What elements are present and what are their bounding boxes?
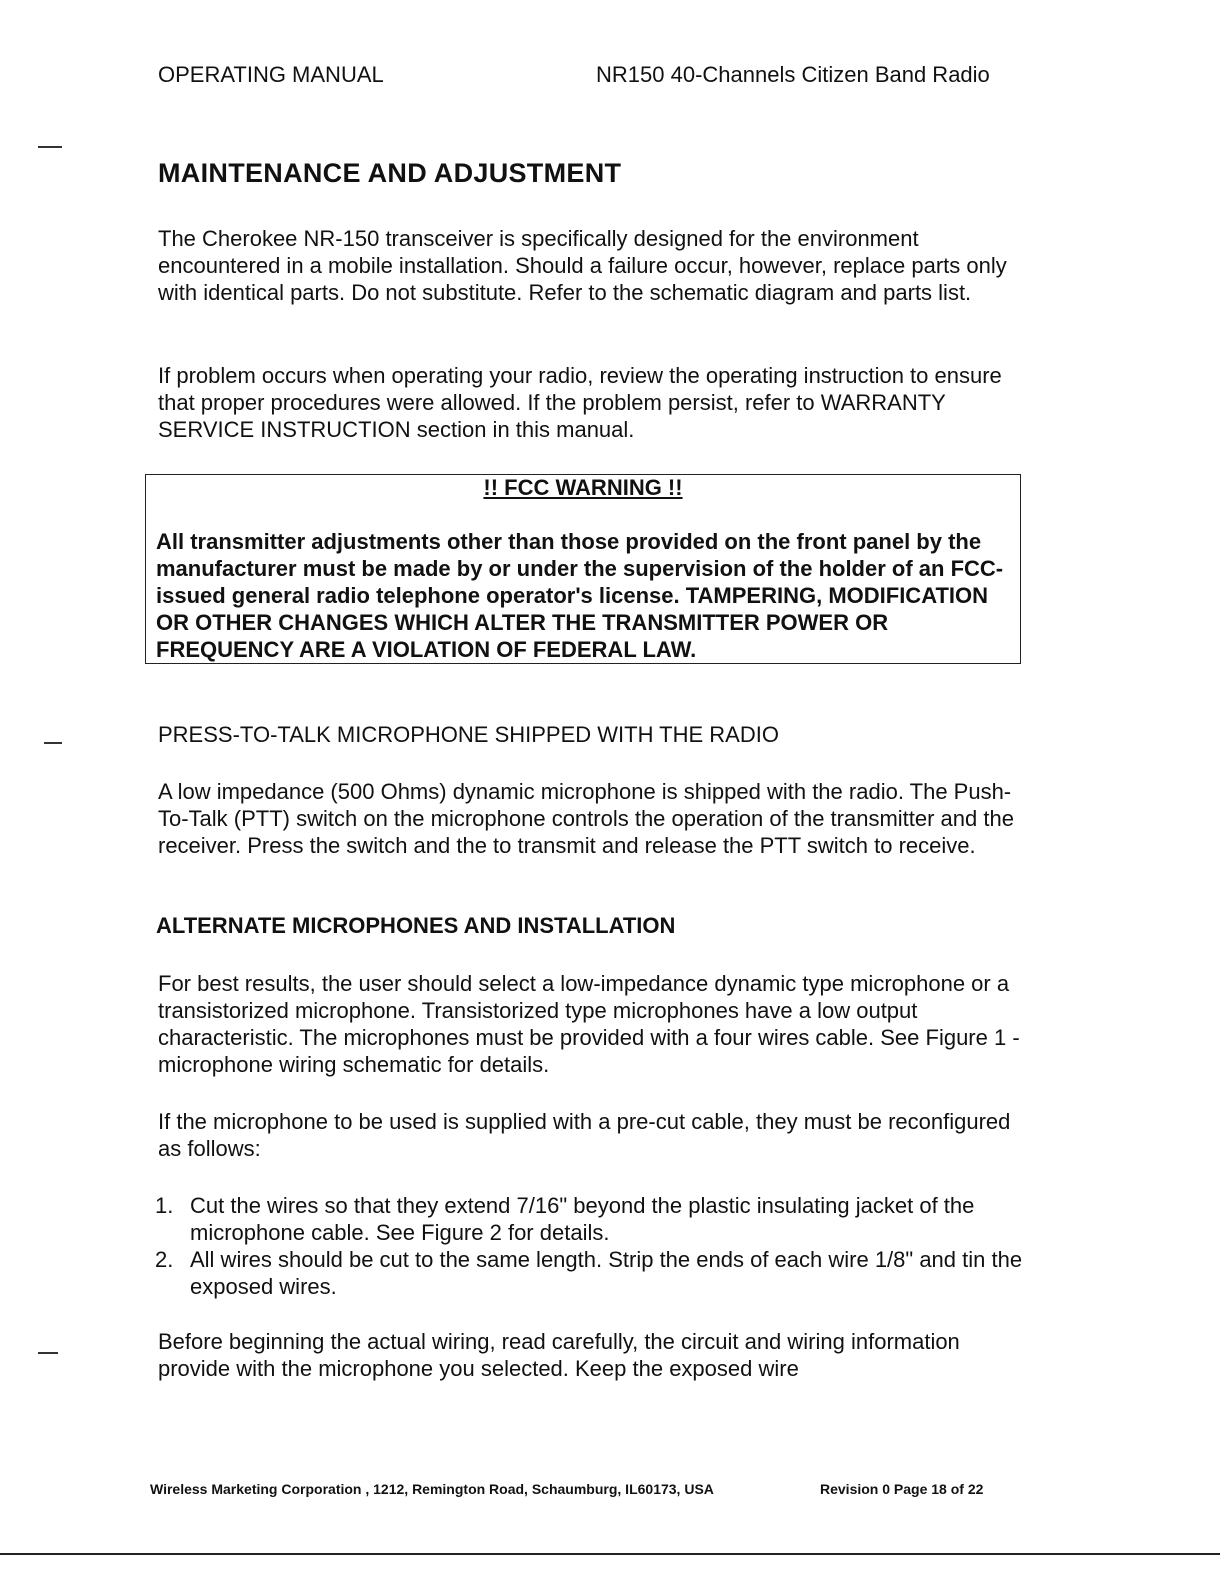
list-item-number: 2. [155, 1247, 174, 1272]
paragraph-best-results: For best results, the user should select a low-impedance dynamic type microphone or a transistorized microphone. Transistorized type microphones have a low output characteristic. The microphones must be provided with a four wires cable. See Figure 1 - microphone wiring schematic for details. [158, 971, 1020, 1077]
list-item-number: 1. [155, 1193, 174, 1218]
list-item [155, 1246, 1035, 1300]
list-item-text: Cut the wires so that they extend 7/16" beyond the plastic insulating jacket of the microphone cable. See Figure 2 for details. [190, 1193, 975, 1245]
page-title: MAINTENANCE AND ADJUSTMENT [158, 158, 622, 188]
footer-page-number: Revision 0 Page 18 of 22 [820, 1481, 984, 1497]
paragraph-ptt: A low impedance (500 Ohms) dynamic microphone is shipped with the radio. The Push-To-Talk (PTT) switch on the microphone controls the operation of the transmitter and the receiver. Press the switch and the to transmit and release the PTT switch to receive. [158, 779, 1014, 858]
paragraph-maintenance: The Cherokee NR-150 transceiver is specifically designed for the environment encountered in a mobile installation. Should a failure occur, however, replace parts only with identical parts. Do not substitute. Refer to the schematic diagram and parts list. [158, 226, 1007, 305]
header-right: NR150 40-Channels Citizen Band Radio [596, 62, 990, 87]
wiring-steps-list [155, 1192, 1035, 1300]
bottom-edge-rule [0, 1553, 1220, 1555]
scan-artifact-mark [38, 146, 62, 148]
header-left: OPERATING MANUAL [158, 62, 384, 87]
fcc-warning-title: !! FCC WARNING !! [483, 475, 683, 500]
paragraph-precut-cable: If the microphone to be used is supplied with a pre-cut cable, they must be reconfigured as follows: [158, 1109, 1011, 1161]
scan-artifact-mark [38, 1352, 58, 1354]
list-item-text: All wires should be cut to the same length. Strip the ends of each wire 1/8" and tin the exposed wires. [190, 1247, 1023, 1299]
paragraph-problem: If problem occurs when operating your radio, review the operating instruction to ensure that proper procedures were allowed. If the problem persist, refer to WARRANTY SERVICE INSTRUCTION section in this manual. [158, 363, 1002, 442]
scan-artifact-mark [44, 742, 62, 744]
fcc-warning-box [145, 474, 1021, 664]
ptt-heading: PRESS-TO-TALK MICROPHONE SHIPPED WITH THE RADIO [158, 722, 779, 747]
fcc-warning-body: All transmitter adjustments other than those provided on the front panel by the manufacturer must be made by or under the supervision of the holder of an FCC-issued general radio telephone operator's license. TAMPERING, MODIFICATION OR OTHER CHANGES WHICH ALTER THE TRANSMITTER POWER OR FREQUENCY ARE A VIOLATION OF FEDERAL LAW. [156, 529, 1004, 662]
paragraph-before-wiring: Before beginning the actual wiring, read carefully, the circuit and wiring information provide with the microphone you selected. Keep the exposed wire [158, 1329, 960, 1381]
alternate-microphones-heading: ALTERNATE MICROPHONES AND INSTALLATION [156, 913, 676, 938]
list-item [155, 1192, 1035, 1246]
footer-address: Wireless Marketing Corporation , 1212, Remington Road, Schaumburg, IL60173, USA [150, 1481, 714, 1497]
